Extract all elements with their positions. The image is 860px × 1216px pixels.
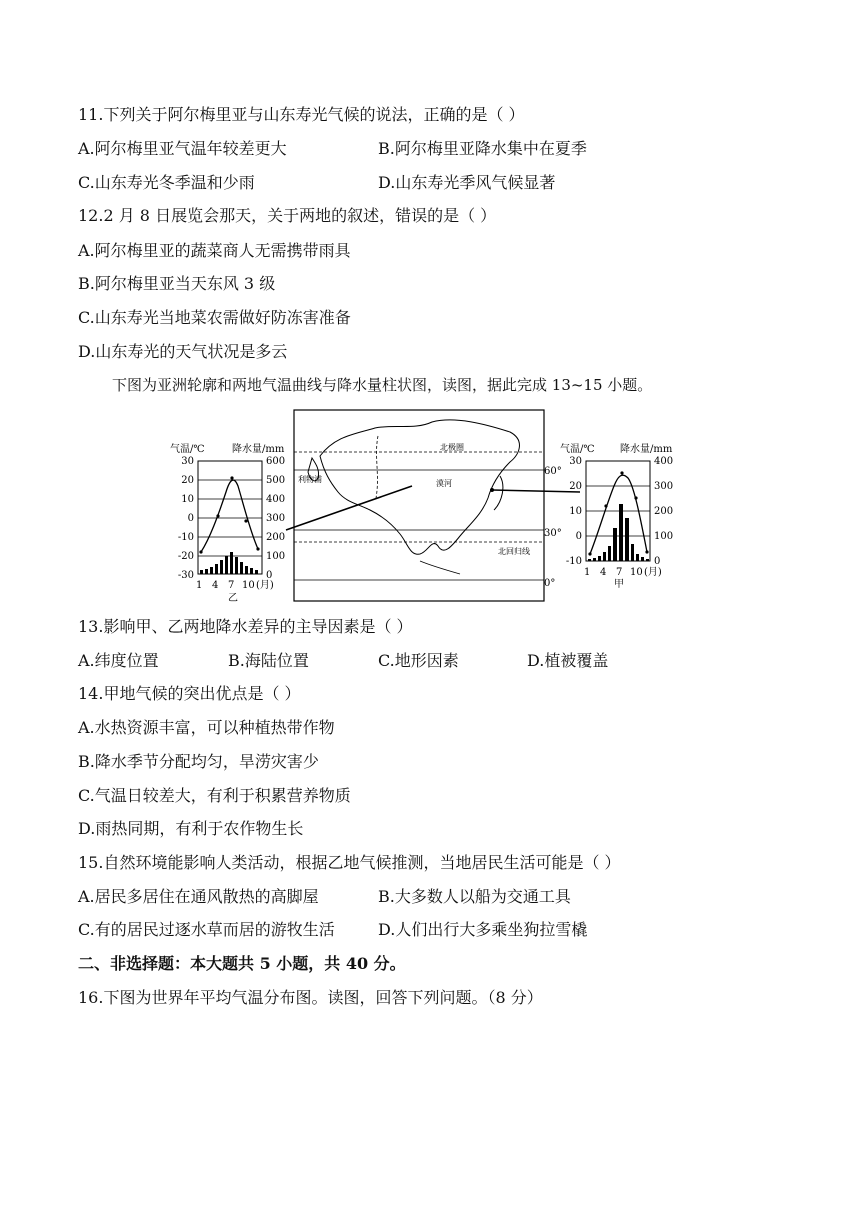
- right-temp-tick: 20: [569, 481, 582, 492]
- left-temp-tick: 20: [181, 475, 194, 486]
- right-month-tick: 7: [616, 567, 623, 578]
- q15-stem: 15.自然环境能影响人类活动，根据乙地气候推测，当地居民生活可能是（ ）: [78, 853, 621, 872]
- lat-60-label: 60°: [544, 466, 562, 477]
- right-precip-tick: 400: [654, 456, 674, 467]
- left-month-tick: 1: [196, 580, 203, 591]
- q15-option-b[interactable]: B.大多数人以船为交通工具: [378, 887, 571, 906]
- left-precip-tick: 0: [266, 570, 273, 581]
- right-month-tick: 10: [630, 567, 643, 578]
- q12-stem: 12.2 月 8 日展览会那天，关于两地的叙述，错误的是（ ）: [78, 206, 497, 225]
- q13-stem: 13.影响甲、乙两地降水差异的主导因素是（ ）: [78, 617, 413, 636]
- q12-option-b[interactable]: B.阿尔梅里亚当天东风 3 级: [78, 274, 276, 293]
- right-month-unit: (月): [644, 567, 662, 578]
- q11-option-d[interactable]: D.山东寿光季风气候显著: [378, 173, 556, 192]
- section-2-heading: 二、非选择题：本大题共 5 小题，共 40 分。: [78, 954, 406, 973]
- left-temp-tick: -30: [177, 570, 194, 581]
- lat-0-label: 0°: [544, 578, 556, 589]
- figure-intro: 下图为亚洲轮廓和两地气温曲线与降水量柱状图，读图，据此完成 13~15 小题。: [112, 376, 653, 394]
- climate-figure: [170, 406, 690, 606]
- place-mohe-label: 漠河: [436, 479, 452, 488]
- tropic-label: 北回归线: [498, 547, 530, 556]
- place-liverpool-label: 利物浦: [298, 475, 322, 484]
- left-chart-caption: 乙: [228, 593, 238, 604]
- left-precip-tick: 100: [266, 551, 286, 562]
- left-temp-tick: 30: [181, 456, 194, 467]
- q11-option-b[interactable]: B.阿尔梅里亚降水集中在夏季: [378, 139, 587, 158]
- q15-option-d[interactable]: D.人们出行大多乘坐狗拉雪橇: [378, 920, 588, 939]
- q15-option-a[interactable]: A.居民多居住在通风散热的高脚屋: [78, 887, 319, 906]
- q12-option-c[interactable]: C.山东寿光当地菜农需做好防冻害准备: [78, 308, 351, 327]
- q14-option-a[interactable]: A.水热资源丰富，可以种植热带作物: [78, 718, 335, 737]
- q14-option-d[interactable]: D.雨热同期，有利于农作物生长: [78, 819, 304, 838]
- q16-stem: 16.下图为世界年平均气温分布图。读图，回答下列问题。（8 分）: [78, 988, 543, 1007]
- q13-option-a[interactable]: A.纬度位置: [78, 651, 159, 670]
- right-temp-tick: 10: [569, 506, 582, 517]
- q11-option-a[interactable]: A.阿尔梅里亚气温年较差更大: [78, 139, 287, 158]
- right-month-tick: 4: [600, 567, 607, 578]
- left-precip-label: 降水量/mm: [232, 444, 285, 455]
- q15-option-c[interactable]: C.有的居民过逐水草而居的游牧生活: [78, 920, 335, 939]
- lat-30-label: 30°: [544, 528, 562, 539]
- right-chart-caption: 甲: [614, 579, 624, 590]
- right-temp-tick: 0: [575, 531, 582, 542]
- q12-option-d[interactable]: D.山东寿光的天气状况是多云: [78, 342, 288, 361]
- q13-option-b[interactable]: B.海陆位置: [228, 651, 309, 670]
- left-temp-tick: 10: [181, 494, 194, 505]
- q11-stem: 11.下列关于阿尔梅里亚与山东寿光气候的说法，正确的是（ ）: [78, 105, 525, 124]
- left-month-tick: 7: [228, 580, 235, 591]
- right-temp-label: 气温/℃: [560, 444, 595, 455]
- right-month-tick: 1: [584, 567, 591, 578]
- left-month-tick: 4: [212, 580, 219, 591]
- left-month-unit: (月): [256, 580, 274, 591]
- right-precip-tick: 300: [654, 481, 674, 492]
- left-precip-tick: 400: [266, 494, 286, 505]
- q13-option-d[interactable]: D.植被覆盖: [527, 651, 609, 670]
- right-temp-tick: 30: [569, 456, 582, 467]
- left-temp-label: 气温/℃: [170, 444, 205, 455]
- q12-option-a[interactable]: A.阿尔梅里亚的蔬菜商人无需携带雨具: [78, 241, 351, 260]
- right-precip-tick: 100: [654, 531, 674, 542]
- q13-option-c[interactable]: C.地形因素: [378, 651, 459, 670]
- q11-option-c[interactable]: C.山东寿光冬季温和少雨: [78, 173, 255, 192]
- left-precip-tick: 600: [266, 456, 286, 467]
- left-temp-tick: 0: [187, 513, 194, 524]
- left-precip-tick: 200: [266, 532, 286, 543]
- q14-option-c[interactable]: C.气温日较差大，有利于积累营养物质: [78, 786, 351, 805]
- left-temp-tick: -10: [177, 532, 194, 543]
- q14-stem: 14.甲地气候的突出优点是（ ）: [78, 684, 301, 703]
- q14-option-b[interactable]: B.降水季节分配均匀，旱涝灾害少: [78, 752, 319, 771]
- left-precip-tick: 500: [266, 475, 286, 486]
- right-temp-tick: -10: [565, 556, 582, 567]
- right-precip-label: 降水量/mm: [620, 444, 673, 455]
- left-precip-tick: 300: [266, 513, 286, 524]
- left-temp-tick: -20: [177, 551, 194, 562]
- right-climate-chart: [560, 442, 673, 590]
- arctic-circle-label: 北极圈: [440, 443, 464, 452]
- left-climate-chart: [170, 442, 285, 604]
- asia-map: [286, 410, 580, 601]
- right-precip-tick: 200: [654, 506, 674, 517]
- right-precip-tick: 0: [654, 556, 661, 567]
- left-month-tick: 10: [242, 580, 255, 591]
